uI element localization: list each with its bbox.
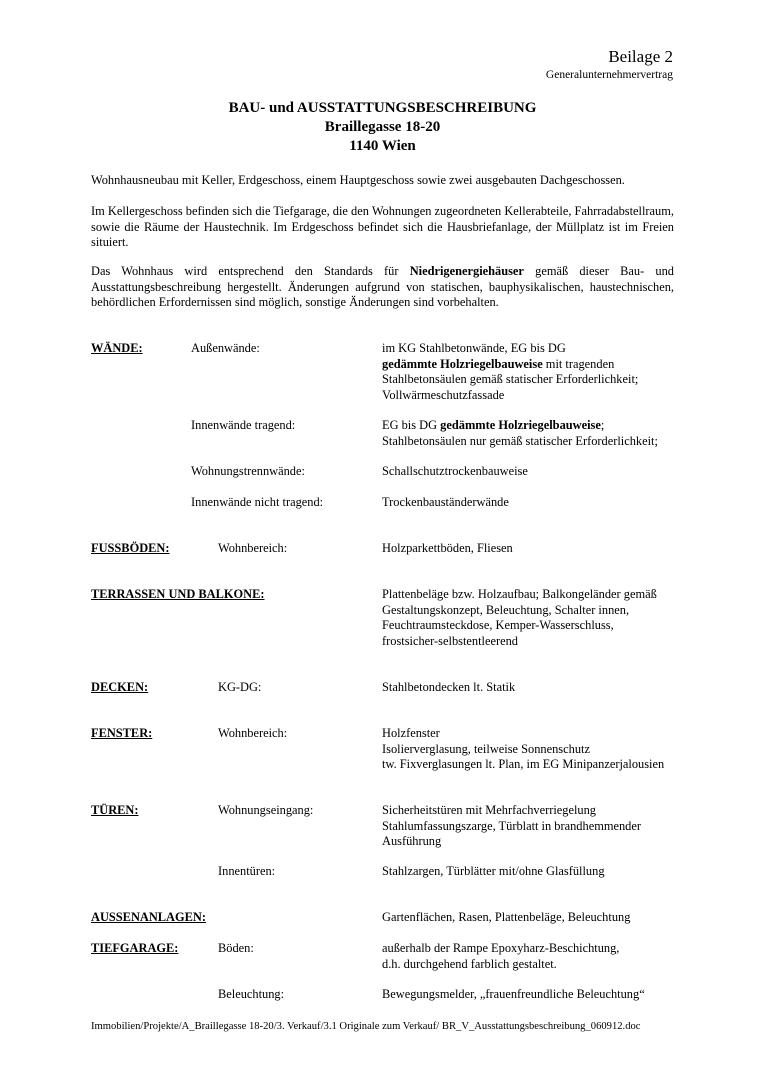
fenster-line-2: Isolierverglasung, teilweise Sonnenschutz <box>382 741 590 756</box>
terrassen-line-2: Gestaltungskonzept, Beleuchtung, Schalter innen, <box>382 602 630 617</box>
intro-paragraph-2: Im Kellergeschoss befinden sich die Tiefgarage, die den Wohnungen zugeordneten Kellerabteile, Fahrradabstellraum, sowie die Räume der Haustechnik. Im Erdgeschoss befindet sich die Hausbriefanlage, der Müllplatz ist im Freien situiert. <box>91 204 674 250</box>
section-waende-label: WÄNDE: <box>91 341 143 355</box>
section-decken-label: DECKEN: <box>91 680 149 694</box>
innenwaende-text: EG bis DG <box>382 418 441 432</box>
innenwaende-tragend-value <box>382 418 658 449</box>
aussenwaende-line-2-text: mit tragenden <box>542 356 615 371</box>
fussboeden-value: Holzparkettböden, Fliesen <box>382 541 513 555</box>
tueren-line-3: Ausführung <box>382 834 442 849</box>
fussboeden-sub-label: Wohnbereich: <box>218 541 288 555</box>
innenwaende-nicht-tragend-label: Innenwände nicht tragend: <box>191 495 324 509</box>
tueren-line-1: Sicherheitstüren mit Mehrfachverriegelung <box>382 803 597 817</box>
aussenwaende-label: Außenwände: <box>191 341 260 355</box>
attachment-label: Beilage 2 <box>608 47 673 66</box>
tiefgarage-beleuchtung-label: Beleuchtung: <box>218 987 285 1001</box>
tueren-line-2: Stahlumfassungszarge, Türblatt in brandhemmender <box>382 818 641 833</box>
terrassen-line-4: frostsicher-selbstentleerend <box>382 633 518 648</box>
fenster-line-3: tw. Fixverglasungen lt. Plan, im EG Minipanzerjalousien <box>382 757 665 772</box>
tiefgarage-beleuchtung-value: Bewegungsmelder, „frauenfreundliche Beleuchtung“ <box>382 987 645 1001</box>
section-fenster-label: FENSTER: <box>91 726 153 740</box>
contract-label: Generalunternehmervertrag <box>545 69 673 81</box>
intro-text-rest: gemäß dieser Bau- und Ausstattungsbeschreibung hergestellt. Änderungen aufgrund von statischen, bauphysikalischen, haustechnischen, behördlichen Erfordernissen sind möglich, sonstige Änderungen sind vorbehalten. <box>91 264 674 310</box>
section-terrassen-label: TERRASSEN UND BALKONE: <box>91 587 265 601</box>
tiefgarage-boeden-value <box>382 941 619 972</box>
address-street: Braillegasse 18-20 <box>324 119 441 135</box>
tiefgarage-boeden-label: Böden: <box>218 941 254 955</box>
document-title: BAU- und AUSSTATTUNGSBESCHREIBUNG <box>228 100 537 116</box>
wohnungseingang-label: Wohnungseingang: <box>218 803 314 817</box>
intro-text: Das Wohnhaus wird entsprechend den Standards für <box>91 264 410 278</box>
section-tueren-label: TÜREN: <box>91 803 139 817</box>
innenwaende-semicolon: ; <box>600 418 605 432</box>
address-city: 1140 Wien <box>349 138 416 154</box>
intro-paragraph-1: Wohnhausneubau mit Keller, Erdgeschoss, einem Hauptgeschoss sowie zwei ausgebauten Dachgeschossen. <box>91 173 625 187</box>
terrassen-line-3: Feuchtraumsteckdose, Kemper-Wasserschluss, <box>382 618 614 633</box>
fenster-value <box>382 726 664 773</box>
wohnungstrennwaende-value: Schallschutztrockenbauweise <box>382 464 528 478</box>
fenster-line-1: Holzfenster <box>382 726 440 740</box>
aussenanlagen-value: Gartenflächen, Rasen, Plattenbeläge, Beleuchtung <box>382 910 631 924</box>
aussenwaende-line-4: Vollwärmeschutzfassade <box>382 387 505 402</box>
aussenwaende-value <box>382 341 638 403</box>
tiefgarage-line-1: außerhalb der Rampe Epoxyharz-Beschichtung, <box>382 941 620 955</box>
aussenwaende-line-2 <box>382 357 638 373</box>
innentueren-label: Innentüren: <box>218 864 276 878</box>
section-fussboeden-label: FUSSBÖDEN: <box>91 541 170 555</box>
wohnungseingang-value <box>382 803 641 850</box>
decken-sub-label: KG-DG: <box>218 680 262 694</box>
fenster-sub-label: Wohnbereich: <box>218 726 288 740</box>
section-tiefgarage-label: TIEFGARAGE: <box>91 941 179 955</box>
section-aussenanlagen-label: AUSSENANLAGEN: <box>91 910 206 924</box>
innentueren-value: Stahlzargen, Türblätter mit/ohne Glasfüllung <box>382 864 605 878</box>
file-path-footer: Immobilien/Projekte/A_Braillegasse 18-20/3. Verkauf/3.1 Originale zum Verkauf/ BR_V_Ausstattungsbeschreibung_060912.doc <box>91 1021 641 1032</box>
decken-value: Stahlbetondecken lt. Statik <box>382 680 516 694</box>
tiefgarage-line-2: d.h. durchgehend farblich gestaltet. <box>382 956 557 971</box>
aussenwaende-line-1: im KG Stahlbetonwände, EG bis DG <box>382 341 566 355</box>
innenwaende-line-1 <box>382 418 658 434</box>
wohnungstrennwaende-label: Wohnungstrennwände: <box>191 464 305 478</box>
innenwaende-emphasis: gedämmte Holzriegelbauweise <box>440 418 601 432</box>
terrassen-line-1: Plattenbeläge bzw. Holzaufbau; Balkongeländer gemäß <box>382 587 657 601</box>
innenwaende-nicht-tragend-value: Trockenbauständerwände <box>382 495 509 509</box>
innenwaende-tragend-label: Innenwände tragend: <box>191 418 296 432</box>
innenwaende-line-2: Stahlbetonsäulen nur gemäß statischer Erforderlichkeit; <box>382 433 658 448</box>
aussenwaende-emphasis: gedämmte Holzriegelbauweise <box>382 356 543 371</box>
aussenwaende-line-3: Stahlbetonsäulen gemäß statischer Erforderlichkeit; <box>382 372 639 387</box>
intro-emphasis: Niedrigenergiehäuser <box>409 264 524 278</box>
intro-paragraph-3 <box>91 264 674 311</box>
terrassen-value <box>382 587 657 649</box>
